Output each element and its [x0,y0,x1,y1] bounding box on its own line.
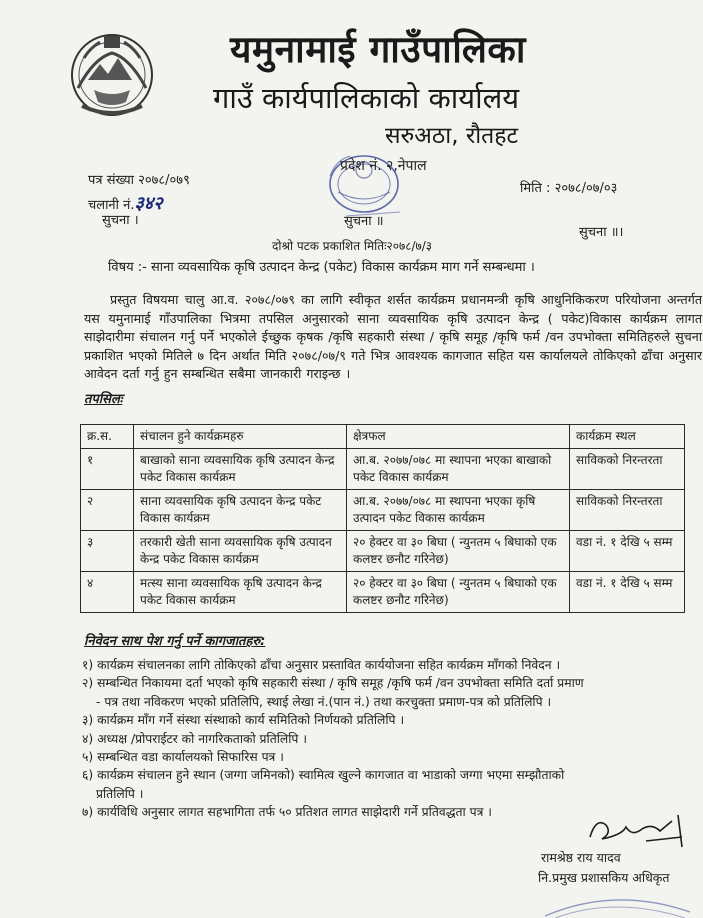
list-item: ६) कार्यक्रम संचालन हुने स्थान (जग्गा जमिनको) स्वामित्व खुल्ने कागजात वा भाडाको जग्गा भएमा सम्झौताको [82,768,565,783]
letter-date: मिति : २०७८/०७/०३ [520,181,618,196]
table-cell: साना व्यवसायिक कृषि उत्पादन केन्द्र पकेट विकास कार्यक्रम [134,490,347,531]
table-cell: ४ [81,572,134,613]
office-stamp-icon [535,878,695,918]
list-item: १) कार्यक्रम संचालनका लागि तोकिएको ढाँचा अनुसार प्रस्तावित कार्ययोजना सहित कार्यक्रम माँगको निवेदन । [82,658,561,672]
signature-icon [582,807,692,853]
list-item: ३) कार्यक्रम माँग गर्ने संस्था संस्थाको कार्य समितिको निर्णयको प्रतिलिपि । [82,713,405,728]
table-header: क्षेत्रफल [347,425,570,449]
table-cell: २० हेक्टर वा ३० बिघा ( न्युनतम ५ बिघाको एक कलष्टर छनौट गरिनेछ) [347,572,570,613]
table-cell: आ.ब. २०७७/०७८ मा स्थापना भएका बाखाको पकेट विकास कार्यक्रम [347,449,570,490]
notice-body: प्रस्तुत विषयमा चालु आ.व. २०७८/०७९ का लागि स्वीकृत शर्सत कार्यक्रम प्रधानमन्त्री कृषि आधुनिकिकरण परियोजना अन्तर्गत यस यमुनामाई गाँउपालिका भित्रमा तपसिल अनुसारको साना व्यवसायिक कृषि उत्पादन केन्द्र ( पकेट)विकास कार्यक्रम लागत साझेदारीमा संचालन गर्नु पर्ने भएकोले ईच्छुक कृषक /कृषि सहकारी संस्था / कृषि समूह /कृषि फर्म /वन उपभोक्ता समितिहरुले सुचना प्रकाशित भएको मितिले ७ दिन अर्थात मिति २०७८/०७/९ गते भित्र आवश्यक कागजात सहित यस कार्यालयले तोकिएको ढाँचा अनुसार आवेदन दर्ता गर्नु हुन सम्बन्धित सबैमा जानकारी गराइन्छ । [84,292,702,381]
table-cell: मत्स्य साना व्यवसायिक कृषि उत्पादन केन्द्र पकेट विकास कार्यक्रम [134,572,347,613]
notice-label-1: सुचना । [102,213,139,228]
table-row [81,449,685,490]
table-cell: २ [81,490,134,531]
list-item: - पत्र तथा नविकरण भएको प्रतिलिपि, स्थाई लेखा नं.(पान नं.) तथा करचुक्ता प्रमाण-पत्र को प्रतिलिपि । [96,694,552,709]
table-header: संचालन हुने कार्यक्रमहरु [134,425,347,449]
notice-label-2: सुचना ॥ [344,214,384,229]
signatory-title: नि.प्रमुख प्रशासकिय अधिकृत [538,870,670,885]
documents-heading: निवेदन साथ पेश गर्नु पर्ने कागजातहरु: [84,634,266,649]
program-table [80,424,685,613]
table-header-row [81,425,685,449]
chalani-label: चलानी नं. [88,198,135,213]
nepal-emblem-icon [64,28,160,120]
list-item: ७) कार्यविधि अनुसार लागत सहभागिता तर्फ ५० प्रतिशत लागत साझेदारी गर्ने प्रतिवद्धता पत्र । [82,805,492,820]
table-cell: २० हेक्टर वा ३० बिघा ( न्युनतम ५ बिघाको एक कलष्टर छनौट गरिनेछ) [347,531,570,572]
table-cell: आ.ब. २०७७/०७८ मा स्थापना भएका कृषि उत्पादन पकेट विकास कार्यक्रम [347,490,570,531]
office-subtitle: गाउँ कार्यपालिकाको कार्यालय [213,81,520,115]
signatory-name: रामश्रेष्ठ राय यादव [541,850,621,865]
table-row [81,531,685,572]
table-cell: साविकको निरन्तरता [570,490,685,531]
table-header: क्र.स. [81,425,134,449]
list-item: ५) सम्बन्धित वडा कार्यालयको सिफारिस पत्र । [82,750,284,765]
table-cell: साविकको निरन्तरता [570,449,685,490]
province-text: प्रदेश नं. २,नेपाल [340,158,427,174]
table-row [81,490,685,531]
list-item: ४) अध्यक्ष /प्रोपराईटर को नागरिकताको प्रतिलिपि । [82,731,307,746]
patra-sankhya: पत्र संख्या २०७८/०७९ [88,173,190,188]
subject-line: विषय :- साना व्यवसायिक कृषि उत्पादन केन्द्र (पकेट) विकास कार्यक्रम माग गर्ने सम्बन्धमा । [108,260,535,275]
documents-list [82,656,702,822]
table-cell: तरकारी खेती साना व्यवसायिक कृषि उत्पादन केन्द्र पकेट विकास कार्यक्रम [134,531,347,572]
table-cell: ३ [81,531,134,572]
table-cell: १ [81,449,134,490]
chalani-number: ३४२ [134,193,163,214]
table-row [81,572,685,613]
table-header: कार्यक्रम स्थल [570,425,685,449]
notice-label-3: सुचना ॥। [579,225,624,240]
office-location: सरुअठा, रौतहट [385,123,519,149]
list-item: प्रतिलिपि । [96,786,144,801]
publication-date: दोश्रो पटक प्रकाशित मितिः२०७८/७/३ [272,239,433,253]
table-cell: वडा नं. १ देखि ५ सम्म [570,531,685,572]
table-cell: बाखाको साना व्यवसायिक कृषि उत्पादन केन्द्र पकेट विकास कार्यक्रम [134,449,347,490]
office-title: यमुनामाई गाउँपालिका [230,28,526,71]
table-cell: वडा नं. १ देखि ५ सम्म [570,572,685,613]
list-item: २) सम्बन्धित निकायमा दर्ता भएको कृषि सहकारी संस्था / कृषि समूह /कृषि फर्म /वन उपभोक्ता समिति दर्ता प्रमाण [82,676,584,691]
tapasil-heading: तपसिलः [84,392,123,407]
